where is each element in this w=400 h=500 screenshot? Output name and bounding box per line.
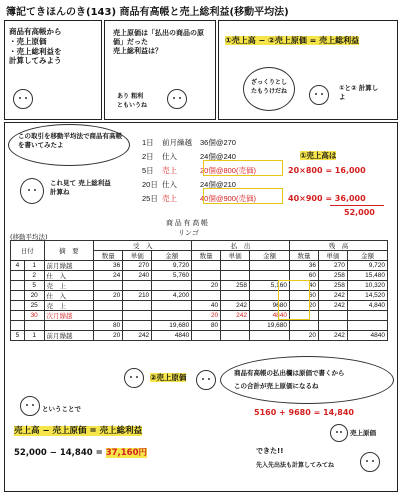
table-cell: 14,520 (347, 291, 387, 301)
table-cell: 258 (318, 281, 347, 291)
table-cell: 15,480 (347, 271, 387, 281)
table-cell (11, 281, 25, 291)
table-cell: 9,720 (152, 261, 192, 271)
character-face (360, 452, 380, 472)
done-note: 先入先出法も計算してみてね (256, 462, 335, 469)
table-cell (123, 301, 152, 311)
table-cell (318, 311, 347, 321)
sales-highlight-box (203, 188, 283, 204)
sales-calc-line2: 40×900 = 36,000 (288, 194, 366, 203)
table-cell (123, 321, 152, 331)
cogs-note2: この合計が売上原価になるね (234, 382, 319, 390)
table-cell: 前月繰越 (44, 331, 94, 341)
table-cell: 20 (24, 291, 44, 301)
gross-profit-note: あり 粗利ともいうね (117, 93, 148, 109)
table-cell (250, 271, 290, 281)
table-cell (11, 321, 25, 331)
table-cell (94, 301, 123, 311)
table-cell: 270 (123, 261, 152, 271)
col-balance: 残 高 (290, 241, 388, 251)
table-cell: 242 (318, 301, 347, 311)
table-row (11, 291, 388, 301)
table-cell: 240 (123, 271, 152, 281)
table-cell (94, 311, 123, 321)
col-amount: 金額 (152, 251, 192, 261)
table-cell: 5,760 (152, 271, 192, 281)
table-cell (192, 261, 221, 271)
table-cell: 36 (290, 261, 319, 271)
table-cell: 80 (94, 321, 123, 331)
panel-intro (4, 20, 102, 120)
table-row (11, 321, 388, 331)
table-cell: 売 上 (44, 281, 94, 291)
table-cell: 2 (24, 271, 44, 281)
cogs-highlight-box (278, 280, 310, 320)
table-cell (221, 261, 250, 271)
table-cell: 20 (94, 291, 123, 301)
ledger-title: 商 品 有 高 帳 (166, 219, 208, 227)
transaction-row: 1日 前月繰越 36個@270 (142, 138, 236, 147)
character-face (20, 396, 40, 416)
table-cell: 5 (24, 281, 44, 291)
table-cell (192, 291, 221, 301)
col-pay: 払 出 (192, 241, 290, 251)
table-cell: 20 (290, 331, 319, 341)
transaction-row: 25日 売上 40個@900(売価) (142, 194, 256, 203)
table-cell: 4,200 (152, 291, 192, 301)
col-qty: 数量 (94, 251, 123, 261)
caption-text (50, 178, 114, 196)
panel-question (104, 20, 216, 120)
table-cell: 40 (290, 281, 319, 291)
table-cell: 5,160 (250, 281, 290, 291)
character-face (330, 424, 348, 442)
table-cell (152, 311, 192, 321)
table-cell (192, 331, 221, 341)
table-cell (221, 321, 250, 331)
table-cell (221, 331, 250, 341)
question-text: 売上原価は「払出の商品の原価」だった 売上総利益は？ (113, 29, 204, 56)
ledger-method: (移動平均法) (10, 233, 48, 241)
col-amount: 金額 (347, 251, 387, 261)
ledger-item: リンゴ (178, 229, 199, 237)
table-cell: 10,320 (347, 281, 387, 291)
final-formula: 売上高 − 売上原価 = 売上総利益 (14, 426, 143, 436)
final-numbers: 52,000 − 14,840 = 37,160円 (14, 448, 147, 458)
table-cell (290, 321, 319, 331)
formula-highlight: ①売上高 − ②売上原価 = 売上総利益 (225, 36, 360, 45)
character-face (167, 89, 187, 109)
character-face (309, 85, 329, 105)
table-cell: 19,680 (152, 321, 192, 331)
table-cell: 24 (94, 271, 123, 281)
sales-highlight-box (203, 160, 283, 176)
table-cell (11, 311, 25, 321)
table-cell: 4840 (250, 311, 290, 321)
table-row (11, 311, 388, 321)
table-cell: 次月繰越 (44, 311, 94, 321)
table-cell (347, 321, 387, 331)
caption: これ見て 売上総利益 計算ね (50, 179, 111, 196)
table-cell: 1 (24, 261, 44, 271)
table-cell: 80 (192, 321, 221, 331)
table-cell (152, 281, 192, 291)
table-cell: 36 (94, 261, 123, 271)
transaction-row: 5日 売上 20個@800(売価) (142, 166, 256, 175)
col-price: 単価 (318, 251, 347, 261)
cogs-bubble (220, 356, 394, 404)
character-face (13, 89, 33, 109)
character-face (20, 178, 44, 204)
cogs-calc: 5160 + 9680 = 14,840 (254, 408, 354, 417)
table-cell: 4840 (347, 331, 387, 341)
sum-line (330, 205, 384, 206)
table-cell: 30 (24, 311, 44, 321)
table-cell: 242 (221, 301, 250, 311)
sorted-text: ということで (42, 405, 81, 413)
table-cell: 270 (318, 261, 347, 271)
table-row (11, 271, 388, 281)
table-cell (221, 291, 250, 301)
col-receive: 受 入 (94, 241, 192, 251)
table-cell (221, 271, 250, 281)
table-cell (24, 321, 44, 331)
table-row (11, 281, 388, 291)
table-cell: 258 (221, 281, 250, 291)
table-cell: 9,720 (347, 261, 387, 271)
table-cell: 売 上 (44, 301, 94, 311)
col-price: 単価 (123, 251, 152, 261)
table-cell (123, 311, 152, 321)
table-cell: 60 (290, 271, 319, 281)
formula-text (225, 35, 359, 46)
table-cell (250, 261, 290, 271)
table-cell: 5 (11, 331, 25, 341)
table-cell: 210 (123, 291, 152, 301)
table-cell (44, 321, 94, 331)
table-cell: 仕 入 (44, 271, 94, 281)
table-cell: 20 (290, 301, 319, 311)
cogs-note1: 商品有高帳の払出欄は原価で書くから (234, 369, 345, 377)
table-cell (152, 301, 192, 311)
table-cell (318, 321, 347, 331)
table-cell: 242 (318, 331, 347, 341)
page-title: 簿記てきほんのき(143) 商品有高帳と売上総利益(移動平均法) (6, 7, 289, 18)
table-cell: 242 (318, 291, 347, 301)
table-cell: 仕 入 (44, 291, 94, 301)
sales-calc-line1: 20×800 = 16,000 (288, 166, 366, 175)
table-cell (347, 311, 387, 321)
col-date: 日付 (11, 241, 45, 261)
table-row (11, 261, 388, 271)
character-face (196, 370, 216, 390)
sales-calc-total: 52,000 (344, 208, 375, 217)
table-cell: 前月繰越 (44, 261, 94, 271)
table-cell: 4840 (152, 331, 192, 341)
ledger-table (10, 240, 388, 341)
explain-bubble-text: この取引を移動平均法で商品有高帳を書いてみたよ (18, 132, 122, 149)
table-cell: 242 (123, 331, 152, 341)
sales-calc-label: ①売上高は (300, 151, 337, 160)
col-qty: 数量 (290, 251, 319, 261)
table-cell (123, 281, 152, 291)
transaction-row: 20日 仕入 24個@210 (142, 180, 236, 189)
table-cell: 20 (94, 331, 123, 341)
table-cell: 242 (221, 311, 250, 321)
table-cell: 9680 (250, 301, 290, 311)
table-cell: 40 (192, 301, 221, 311)
col-summary: 摘 要 (44, 241, 94, 261)
table-cell (11, 271, 25, 281)
table-cell: 1 (24, 331, 44, 341)
done-text: できた!! (256, 447, 284, 455)
table-cell: 25 (24, 301, 44, 311)
table-row (11, 331, 388, 341)
table-cell (94, 281, 123, 291)
table-cell (250, 331, 290, 341)
table-cell: 258 (318, 271, 347, 281)
bubble-text: ざっくりとしたもうけだね (251, 79, 288, 95)
col-qty: 数量 (192, 251, 221, 261)
character-face (124, 368, 144, 388)
table-cell: 60 (290, 291, 319, 301)
table-cell (192, 271, 221, 281)
table-cell: 19,680 (250, 321, 290, 331)
col-price: 単価 (221, 251, 250, 261)
panel-formula (218, 20, 398, 120)
cogs-label: ②売上原価 (150, 373, 187, 382)
transaction-row: 2日 仕入 24個@240 (142, 152, 236, 161)
table-cell: 20 (192, 281, 221, 291)
table-cell: 4 (11, 261, 25, 271)
table-row (11, 301, 388, 311)
cogs-calc-tag: 売上原価 (350, 429, 376, 437)
col-amount: 金額 (250, 251, 290, 261)
intro-text: 商品有高帳から ・売上原価 ・売上総利益を 計算してみよう (9, 27, 62, 66)
calc-note: ①と② 計算しよ (339, 84, 379, 101)
table-cell: 20 (192, 311, 221, 321)
table-cell (11, 301, 25, 311)
table-cell (11, 291, 25, 301)
table-cell: 4,840 (347, 301, 387, 311)
